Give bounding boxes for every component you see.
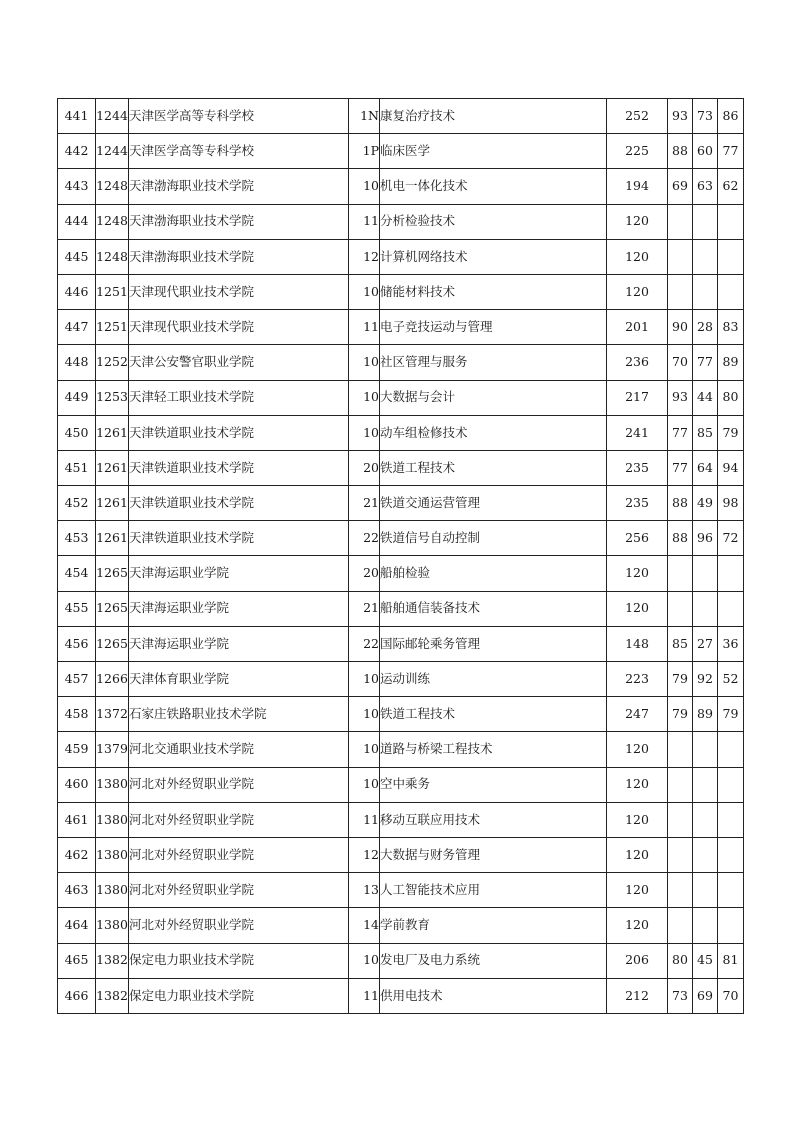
school-name-cell: 河北对外经贸职业学院: [129, 873, 349, 908]
school-name-cell: 天津现代职业技术学院: [129, 310, 349, 345]
total-score-cell: 120: [607, 908, 668, 943]
row-index-cell: 444: [58, 204, 96, 239]
total-score-cell: 217: [607, 380, 668, 415]
table-row: [58, 802, 744, 837]
school-code-cell: 1248: [96, 169, 129, 204]
subject-score-3-cell: 62: [718, 169, 744, 204]
row-index-cell: 445: [58, 239, 96, 274]
subject-score-3-cell: [718, 239, 744, 274]
row-index-cell: 460: [58, 767, 96, 802]
school-name-cell: 石家庄铁路职业技术学院: [129, 697, 349, 732]
subject-score-3-cell: 79: [718, 697, 744, 732]
major-code-cell: 21: [349, 486, 380, 521]
row-index-cell: 462: [58, 837, 96, 872]
subject-score-2-cell: [693, 767, 718, 802]
major-name-cell: 计算机网络技术: [380, 239, 607, 274]
subject-score-3-cell: [718, 908, 744, 943]
school-name-cell: 河北对外经贸职业学院: [129, 767, 349, 802]
major-code-cell: 14: [349, 908, 380, 943]
subject-score-1-cell: 79: [668, 697, 693, 732]
major-code-cell: 10: [349, 345, 380, 380]
row-index-cell: 451: [58, 450, 96, 485]
row-index-cell: 459: [58, 732, 96, 767]
subject-score-1-cell: 88: [668, 521, 693, 556]
school-name-cell: 天津铁道职业技术学院: [129, 486, 349, 521]
table-row: [58, 943, 744, 978]
subject-score-1-cell: 69: [668, 169, 693, 204]
subject-score-2-cell: [693, 239, 718, 274]
school-code-cell: 1380: [96, 837, 129, 872]
school-name-cell: 河北对外经贸职业学院: [129, 908, 349, 943]
school-code-cell: 1261: [96, 450, 129, 485]
school-code-cell: 1261: [96, 415, 129, 450]
school-code-cell: 1265: [96, 556, 129, 591]
subject-score-1-cell: 88: [668, 134, 693, 169]
subject-score-1-cell: [668, 274, 693, 309]
table-row: [58, 274, 744, 309]
subject-score-3-cell: [718, 802, 744, 837]
total-score-cell: 120: [607, 591, 668, 626]
school-name-cell: 天津铁道职业技术学院: [129, 450, 349, 485]
school-name-cell: 天津渤海职业技术学院: [129, 169, 349, 204]
subject-score-2-cell: 45: [693, 943, 718, 978]
school-code-cell: 1380: [96, 908, 129, 943]
school-code-cell: 1248: [96, 204, 129, 239]
school-code-cell: 1265: [96, 626, 129, 661]
subject-score-1-cell: 77: [668, 415, 693, 450]
subject-score-2-cell: 49: [693, 486, 718, 521]
school-name-cell: 天津铁道职业技术学院: [129, 521, 349, 556]
subject-score-3-cell: 94: [718, 450, 744, 485]
school-code-cell: 1266: [96, 662, 129, 697]
subject-score-1-cell: 77: [668, 450, 693, 485]
major-name-cell: 大数据与会计: [380, 380, 607, 415]
subject-score-2-cell: [693, 908, 718, 943]
major-code-cell: 11: [349, 204, 380, 239]
row-index-cell: 466: [58, 978, 96, 1013]
subject-score-2-cell: 96: [693, 521, 718, 556]
subject-score-2-cell: [693, 204, 718, 239]
total-score-cell: 120: [607, 239, 668, 274]
school-name-cell: 天津体育职业学院: [129, 662, 349, 697]
admission-score-table: [57, 98, 744, 1014]
row-index-cell: 454: [58, 556, 96, 591]
table-row: [58, 134, 744, 169]
major-name-cell: 移动互联应用技术: [380, 802, 607, 837]
major-name-cell: 机电一体化技术: [380, 169, 607, 204]
major-code-cell: 10: [349, 697, 380, 732]
subject-score-3-cell: 89: [718, 345, 744, 380]
row-index-cell: 457: [58, 662, 96, 697]
major-code-cell: 10: [349, 415, 380, 450]
table-row: [58, 99, 744, 134]
major-code-cell: 12: [349, 837, 380, 872]
total-score-cell: 247: [607, 697, 668, 732]
table-row: [58, 591, 744, 626]
subject-score-1-cell: 85: [668, 626, 693, 661]
total-score-cell: 120: [607, 767, 668, 802]
total-score-cell: 223: [607, 662, 668, 697]
row-index-cell: 442: [58, 134, 96, 169]
subject-score-2-cell: [693, 802, 718, 837]
subject-score-1-cell: 79: [668, 662, 693, 697]
subject-score-1-cell: [668, 837, 693, 872]
table-row: [58, 978, 744, 1013]
total-score-cell: 252: [607, 99, 668, 134]
table-row: [58, 345, 744, 380]
table-row: [58, 450, 744, 485]
school-code-cell: 1379: [96, 732, 129, 767]
major-name-cell: 铁道工程技术: [380, 450, 607, 485]
subject-score-1-cell: [668, 802, 693, 837]
total-score-cell: 120: [607, 556, 668, 591]
table-row: [58, 521, 744, 556]
major-name-cell: 储能材料技术: [380, 274, 607, 309]
row-index-cell: 449: [58, 380, 96, 415]
subject-score-2-cell: 73: [693, 99, 718, 134]
subject-score-2-cell: 89: [693, 697, 718, 732]
school-name-cell: 天津渤海职业技术学院: [129, 204, 349, 239]
subject-score-1-cell: [668, 204, 693, 239]
subject-score-1-cell: 93: [668, 380, 693, 415]
major-name-cell: 人工智能技术应用: [380, 873, 607, 908]
row-index-cell: 448: [58, 345, 96, 380]
major-code-cell: 10: [349, 274, 380, 309]
total-score-cell: 120: [607, 204, 668, 239]
major-code-cell: 11: [349, 310, 380, 345]
subject-score-2-cell: 27: [693, 626, 718, 661]
table-row: [58, 873, 744, 908]
subject-score-3-cell: [718, 274, 744, 309]
table-row: [58, 204, 744, 239]
total-score-cell: 120: [607, 274, 668, 309]
row-index-cell: 446: [58, 274, 96, 309]
school-name-cell: 天津轻工职业技术学院: [129, 380, 349, 415]
major-code-cell: 13: [349, 873, 380, 908]
total-score-cell: 120: [607, 732, 668, 767]
table-row: [58, 697, 744, 732]
school-code-cell: 1265: [96, 591, 129, 626]
school-name-cell: 天津铁道职业技术学院: [129, 415, 349, 450]
major-code-cell: 21: [349, 591, 380, 626]
subject-score-2-cell: 92: [693, 662, 718, 697]
school-name-cell: 天津海运职业学院: [129, 591, 349, 626]
subject-score-3-cell: [718, 873, 744, 908]
subject-score-1-cell: [668, 873, 693, 908]
subject-score-3-cell: 83: [718, 310, 744, 345]
subject-score-1-cell: 73: [668, 978, 693, 1013]
total-score-cell: 194: [607, 169, 668, 204]
subject-score-1-cell: 88: [668, 486, 693, 521]
subject-score-3-cell: 80: [718, 380, 744, 415]
total-score-cell: 256: [607, 521, 668, 556]
school-code-cell: 1380: [96, 802, 129, 837]
school-name-cell: 天津海运职业学院: [129, 626, 349, 661]
total-score-cell: 212: [607, 978, 668, 1013]
subject-score-3-cell: [718, 204, 744, 239]
row-index-cell: 464: [58, 908, 96, 943]
table-row: [58, 908, 744, 943]
table-row: [58, 486, 744, 521]
school-code-cell: 1261: [96, 486, 129, 521]
major-name-cell: 铁道工程技术: [380, 697, 607, 732]
school-name-cell: 天津海运职业学院: [129, 556, 349, 591]
school-code-cell: 1253: [96, 380, 129, 415]
total-score-cell: 148: [607, 626, 668, 661]
row-index-cell: 452: [58, 486, 96, 521]
school-name-cell: 保定电力职业技术学院: [129, 943, 349, 978]
major-code-cell: 10: [349, 169, 380, 204]
major-name-cell: 发电厂及电力系统: [380, 943, 607, 978]
major-name-cell: 船舶通信装备技术: [380, 591, 607, 626]
school-code-cell: 1252: [96, 345, 129, 380]
subject-score-2-cell: [693, 873, 718, 908]
subject-score-3-cell: [718, 837, 744, 872]
subject-score-2-cell: [693, 591, 718, 626]
total-score-cell: 235: [607, 486, 668, 521]
row-index-cell: 455: [58, 591, 96, 626]
subject-score-2-cell: [693, 556, 718, 591]
total-score-cell: 120: [607, 873, 668, 908]
major-name-cell: 社区管理与服务: [380, 345, 607, 380]
school-name-cell: 河北对外经贸职业学院: [129, 837, 349, 872]
row-index-cell: 453: [58, 521, 96, 556]
subject-score-3-cell: 70: [718, 978, 744, 1013]
total-score-cell: 201: [607, 310, 668, 345]
table-row: [58, 415, 744, 450]
table-row: [58, 767, 744, 802]
school-name-cell: 天津公安警官职业学院: [129, 345, 349, 380]
major-name-cell: 国际邮轮乘务管理: [380, 626, 607, 661]
school-code-cell: 1380: [96, 873, 129, 908]
school-name-cell: 河北交通职业技术学院: [129, 732, 349, 767]
major-name-cell: 大数据与财务管理: [380, 837, 607, 872]
major-name-cell: 动车组检修技术: [380, 415, 607, 450]
subject-score-2-cell: 63: [693, 169, 718, 204]
major-code-cell: 10: [349, 380, 380, 415]
subject-score-1-cell: [668, 908, 693, 943]
major-code-cell: 1P: [349, 134, 380, 169]
row-index-cell: 461: [58, 802, 96, 837]
school-code-cell: 1251: [96, 310, 129, 345]
subject-score-3-cell: [718, 556, 744, 591]
table-row: [58, 239, 744, 274]
major-name-cell: 铁道信号自动控制: [380, 521, 607, 556]
total-score-cell: 120: [607, 802, 668, 837]
school-code-cell: 1244: [96, 134, 129, 169]
school-code-cell: 1380: [96, 767, 129, 802]
school-name-cell: 保定电力职业技术学院: [129, 978, 349, 1013]
major-code-cell: 1N: [349, 99, 380, 134]
school-code-cell: 1382: [96, 943, 129, 978]
subject-score-1-cell: [668, 239, 693, 274]
subject-score-3-cell: 77: [718, 134, 744, 169]
major-name-cell: 学前教育: [380, 908, 607, 943]
subject-score-1-cell: [668, 591, 693, 626]
table-row: [58, 626, 744, 661]
subject-score-2-cell: 64: [693, 450, 718, 485]
subject-score-3-cell: 52: [718, 662, 744, 697]
total-score-cell: 225: [607, 134, 668, 169]
row-index-cell: 441: [58, 99, 96, 134]
major-name-cell: 电子竞技运动与管理: [380, 310, 607, 345]
subject-score-1-cell: 70: [668, 345, 693, 380]
row-index-cell: 458: [58, 697, 96, 732]
major-name-cell: 康复治疗技术: [380, 99, 607, 134]
row-index-cell: 463: [58, 873, 96, 908]
major-code-cell: 22: [349, 521, 380, 556]
major-name-cell: 船舶检验: [380, 556, 607, 591]
major-name-cell: 分析检验技术: [380, 204, 607, 239]
subject-score-1-cell: 93: [668, 99, 693, 134]
major-code-cell: 10: [349, 662, 380, 697]
major-code-cell: 12: [349, 239, 380, 274]
major-code-cell: 11: [349, 978, 380, 1013]
major-code-cell: 20: [349, 556, 380, 591]
table-row: [58, 310, 744, 345]
table-row: [58, 837, 744, 872]
school-code-cell: 1248: [96, 239, 129, 274]
table-row: [58, 556, 744, 591]
major-code-cell: 10: [349, 943, 380, 978]
subject-score-3-cell: [718, 591, 744, 626]
school-name-cell: 天津医学高等专科学校: [129, 99, 349, 134]
subject-score-2-cell: [693, 732, 718, 767]
row-index-cell: 447: [58, 310, 96, 345]
table-row: [58, 380, 744, 415]
major-code-cell: 20: [349, 450, 380, 485]
major-code-cell: 22: [349, 626, 380, 661]
row-index-cell: 465: [58, 943, 96, 978]
subject-score-1-cell: 80: [668, 943, 693, 978]
school-code-cell: 1261: [96, 521, 129, 556]
subject-score-2-cell: 44: [693, 380, 718, 415]
school-name-cell: 天津医学高等专科学校: [129, 134, 349, 169]
subject-score-2-cell: 60: [693, 134, 718, 169]
total-score-cell: 236: [607, 345, 668, 380]
major-name-cell: 道路与桥梁工程技术: [380, 732, 607, 767]
subject-score-3-cell: [718, 732, 744, 767]
subject-score-3-cell: 79: [718, 415, 744, 450]
major-name-cell: 空中乘务: [380, 767, 607, 802]
school-code-cell: 1251: [96, 274, 129, 309]
table-body: [58, 99, 744, 1014]
subject-score-3-cell: 86: [718, 99, 744, 134]
school-code-cell: 1372: [96, 697, 129, 732]
subject-score-2-cell: [693, 274, 718, 309]
school-code-cell: 1244: [96, 99, 129, 134]
subject-score-2-cell: 28: [693, 310, 718, 345]
school-name-cell: 天津现代职业技术学院: [129, 274, 349, 309]
total-score-cell: 120: [607, 837, 668, 872]
major-name-cell: 运动训练: [380, 662, 607, 697]
total-score-cell: 241: [607, 415, 668, 450]
school-name-cell: 天津渤海职业技术学院: [129, 239, 349, 274]
school-name-cell: 河北对外经贸职业学院: [129, 802, 349, 837]
subject-score-2-cell: 77: [693, 345, 718, 380]
school-code-cell: 1382: [96, 978, 129, 1013]
subject-score-2-cell: [693, 837, 718, 872]
major-name-cell: 临床医学: [380, 134, 607, 169]
row-index-cell: 450: [58, 415, 96, 450]
subject-score-3-cell: 81: [718, 943, 744, 978]
subject-score-3-cell: 72: [718, 521, 744, 556]
subject-score-3-cell: 98: [718, 486, 744, 521]
major-code-cell: 10: [349, 767, 380, 802]
subject-score-2-cell: 69: [693, 978, 718, 1013]
subject-score-3-cell: [718, 767, 744, 802]
table-row: [58, 732, 744, 767]
total-score-cell: 206: [607, 943, 668, 978]
row-index-cell: 456: [58, 626, 96, 661]
subject-score-3-cell: 36: [718, 626, 744, 661]
major-code-cell: 10: [349, 732, 380, 767]
total-score-cell: 235: [607, 450, 668, 485]
major-name-cell: 铁道交通运营管理: [380, 486, 607, 521]
table-row: [58, 662, 744, 697]
subject-score-1-cell: [668, 767, 693, 802]
subject-score-1-cell: [668, 732, 693, 767]
row-index-cell: 443: [58, 169, 96, 204]
subject-score-1-cell: [668, 556, 693, 591]
subject-score-2-cell: 85: [693, 415, 718, 450]
major-code-cell: 11: [349, 802, 380, 837]
subject-score-1-cell: 90: [668, 310, 693, 345]
major-name-cell: 供用电技术: [380, 978, 607, 1013]
table-row: [58, 169, 744, 204]
